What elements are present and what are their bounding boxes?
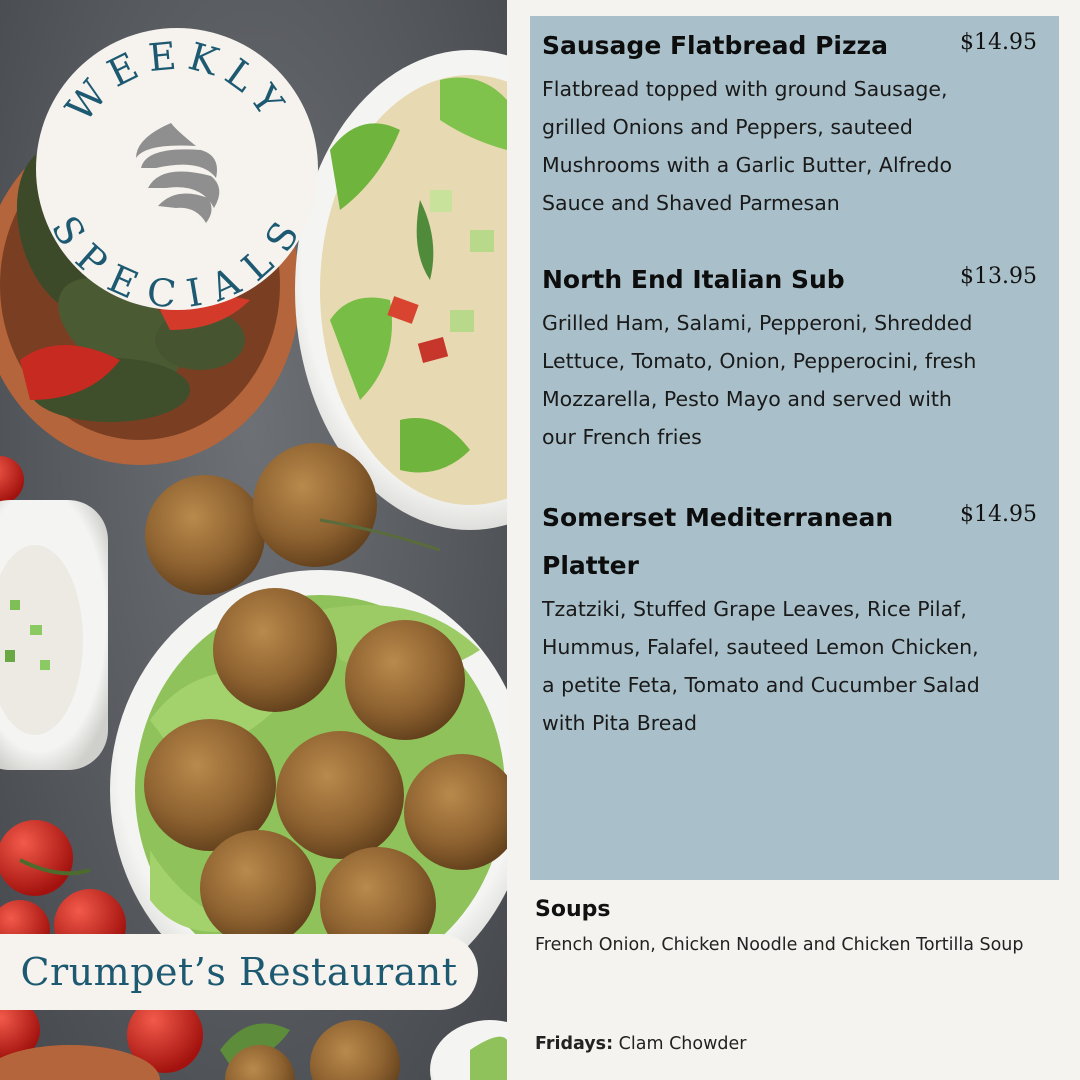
special-item	[542, 494, 1047, 742]
restaurant-name: Crumpet’s Restaurant	[20, 950, 458, 994]
soups-title: Soups	[535, 897, 611, 922]
special-description: Grilled Ham, Salami, Pepperoni, Shredded Lettuce, Tomato, Onion, Pepperocini, fresh Mozzarella, Pesto Mayo and served with our French fries	[542, 311, 977, 449]
special-title: Sausage Flatbread Pizza	[542, 31, 888, 60]
special-description: Flatbread topped with ground Sausage, grilled Onions and Peppers, sauteed Mushrooms with a Garlic Butter, Alfredo Sauce and Shaved Parmesan	[542, 77, 953, 215]
fridays-special	[535, 1034, 747, 1054]
swirl-logo-icon	[136, 123, 219, 223]
food-photo	[0, 0, 507, 1080]
svg-text:WEEKLY	[57, 33, 297, 131]
weekly-specials-badge	[36, 28, 318, 310]
special-price: $14.95	[960, 502, 1037, 527]
special-item	[542, 256, 1047, 456]
special-title: Somerset Mediterranean Platter	[542, 503, 894, 580]
special-item	[542, 22, 1047, 222]
fridays-value: Clam Chowder	[618, 1034, 747, 1054]
tzatziki-bowl	[0, 500, 108, 770]
special-price: $14.95	[960, 30, 1037, 55]
special-description: Tzatziki, Stuffed Grape Leaves, Rice Pilaf, Hummus, Falafel, sauteed Lemon Chicken, a petite Feta, Tomato and Cucumber Salad with Pita Bread	[542, 597, 980, 735]
specials-panel	[530, 16, 1059, 880]
badge-bottom-text: SPECIALS	[42, 208, 312, 310]
fridays-label: Fridays:	[535, 1034, 614, 1054]
special-price: $13.95	[960, 264, 1037, 289]
svg-text:SPECIALS	[43, 208, 311, 310]
restaurant-name-banner	[0, 934, 478, 1010]
soups-description: French Onion, Chicken Noodle and Chicken Tortilla Soup	[535, 935, 1024, 955]
badge-top-text: WEEKLY	[57, 32, 298, 131]
soups-section	[535, 892, 1055, 962]
special-title: North End Italian Sub	[542, 265, 845, 294]
